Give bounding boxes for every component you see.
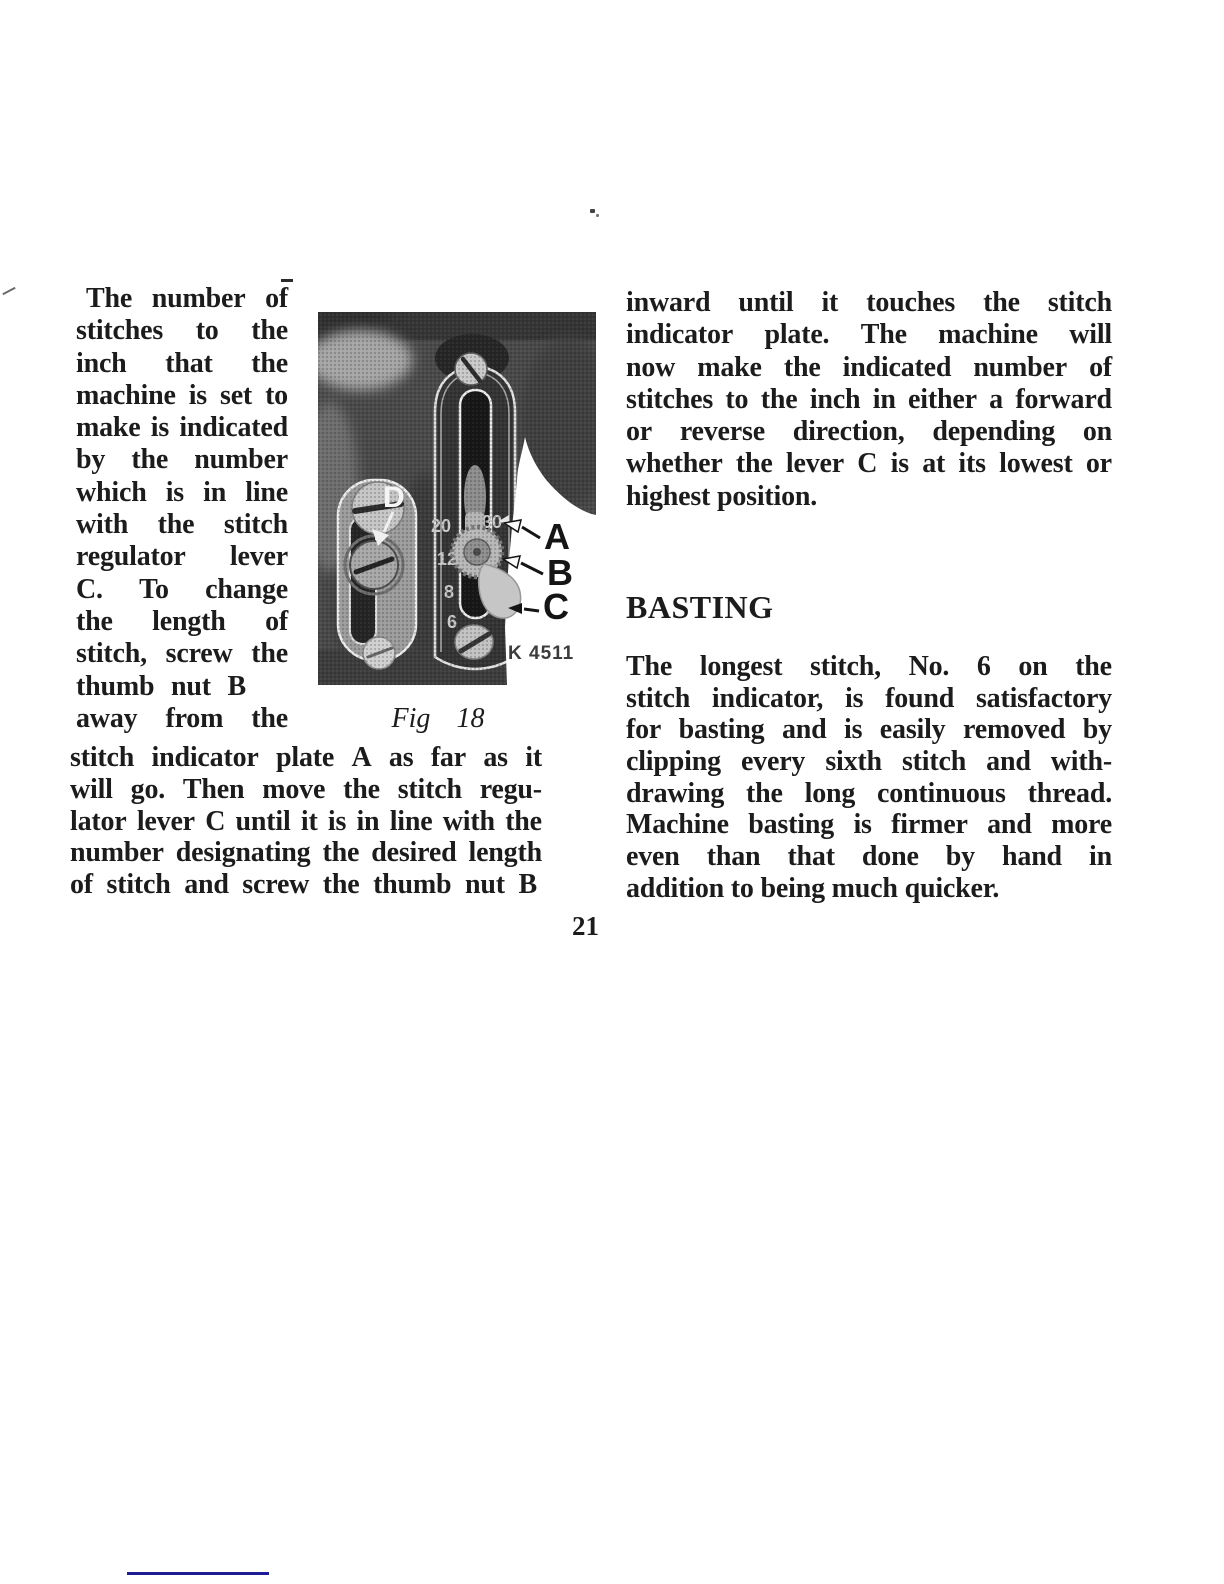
page-number: 21 xyxy=(572,911,599,941)
text-line: make is indicated xyxy=(76,412,288,444)
text-line: which is in line xyxy=(76,476,288,508)
text-line: stitches to the inch in either a forward xyxy=(626,383,1112,415)
scan-artifact xyxy=(590,209,595,213)
text-line: drawing the long continuous thread. xyxy=(626,777,1112,809)
text-line: away from the xyxy=(76,702,288,734)
text-line: inch that the xyxy=(76,347,288,379)
left-column-wide xyxy=(70,742,542,901)
text-line: C. To change xyxy=(76,573,288,605)
text-line: or reverse direction, depending on xyxy=(626,416,1112,448)
text-line: Machine basting is firmer and more xyxy=(626,809,1112,841)
figure-18-photo xyxy=(318,312,596,685)
text-line: stitch, screw the xyxy=(76,638,288,670)
figure-caption-number: 18 xyxy=(456,703,485,734)
svg-text:A: A xyxy=(544,516,570,557)
scan-artifact xyxy=(596,214,599,217)
svg-text:B: B xyxy=(547,552,573,593)
basting-heading: BASTING xyxy=(626,589,774,625)
text-line: indicator plate. The machine will xyxy=(626,319,1112,351)
text-line: clipping every sixth stitch and with- xyxy=(626,746,1112,778)
text-line: highest position. xyxy=(626,480,818,512)
text-line: addition to being much quicker. xyxy=(626,872,1000,904)
text-line: The longest stitch, No. 6 on the xyxy=(626,651,1112,682)
text-line: stitch indicator, is found satisfactory xyxy=(626,682,1112,714)
figure-caption-fig: Fig xyxy=(391,703,431,734)
text-line: whether the lever C is at its lowest or xyxy=(626,448,1112,480)
right-column-paragraph-2 xyxy=(626,651,1112,905)
text-line: with the stitch xyxy=(76,509,288,541)
text-line: stitches to the xyxy=(76,315,288,347)
text-line: inward until it touches the stitch xyxy=(626,287,1112,318)
scan-artifact xyxy=(281,279,293,282)
svg-text:C: C xyxy=(543,586,569,627)
text-line: stitch indicator plate A as far as it xyxy=(70,742,542,773)
text-line: for basting and is easily removed by xyxy=(626,714,1112,746)
text-line: even than that done by hand in xyxy=(626,841,1112,873)
text-line: regulator lever xyxy=(76,541,288,573)
photo-code: K 4511 xyxy=(508,643,575,664)
text-line: will go. Then move the stitch regu- xyxy=(70,773,542,805)
text-line: machine is set to xyxy=(76,379,288,411)
text-line: The number of xyxy=(86,283,288,314)
bottom-rule xyxy=(127,1572,269,1575)
left-column-narrow xyxy=(76,283,288,735)
text-line: thumb nut B xyxy=(76,670,246,702)
text-line: the length of xyxy=(76,605,288,637)
svg-text:D: D xyxy=(383,481,405,514)
text-line: now make the indicated number of xyxy=(626,351,1112,383)
text-line: number designating the desired length xyxy=(70,837,542,869)
text-line: of stitch and screw the thumb nut B xyxy=(70,869,537,901)
text-line: by the number xyxy=(76,444,288,476)
right-column-paragraph-1 xyxy=(626,287,1112,513)
text-line: lator lever C until it is in line with the xyxy=(70,805,542,837)
scan-artifact xyxy=(2,287,15,295)
figure-caption xyxy=(318,703,558,735)
